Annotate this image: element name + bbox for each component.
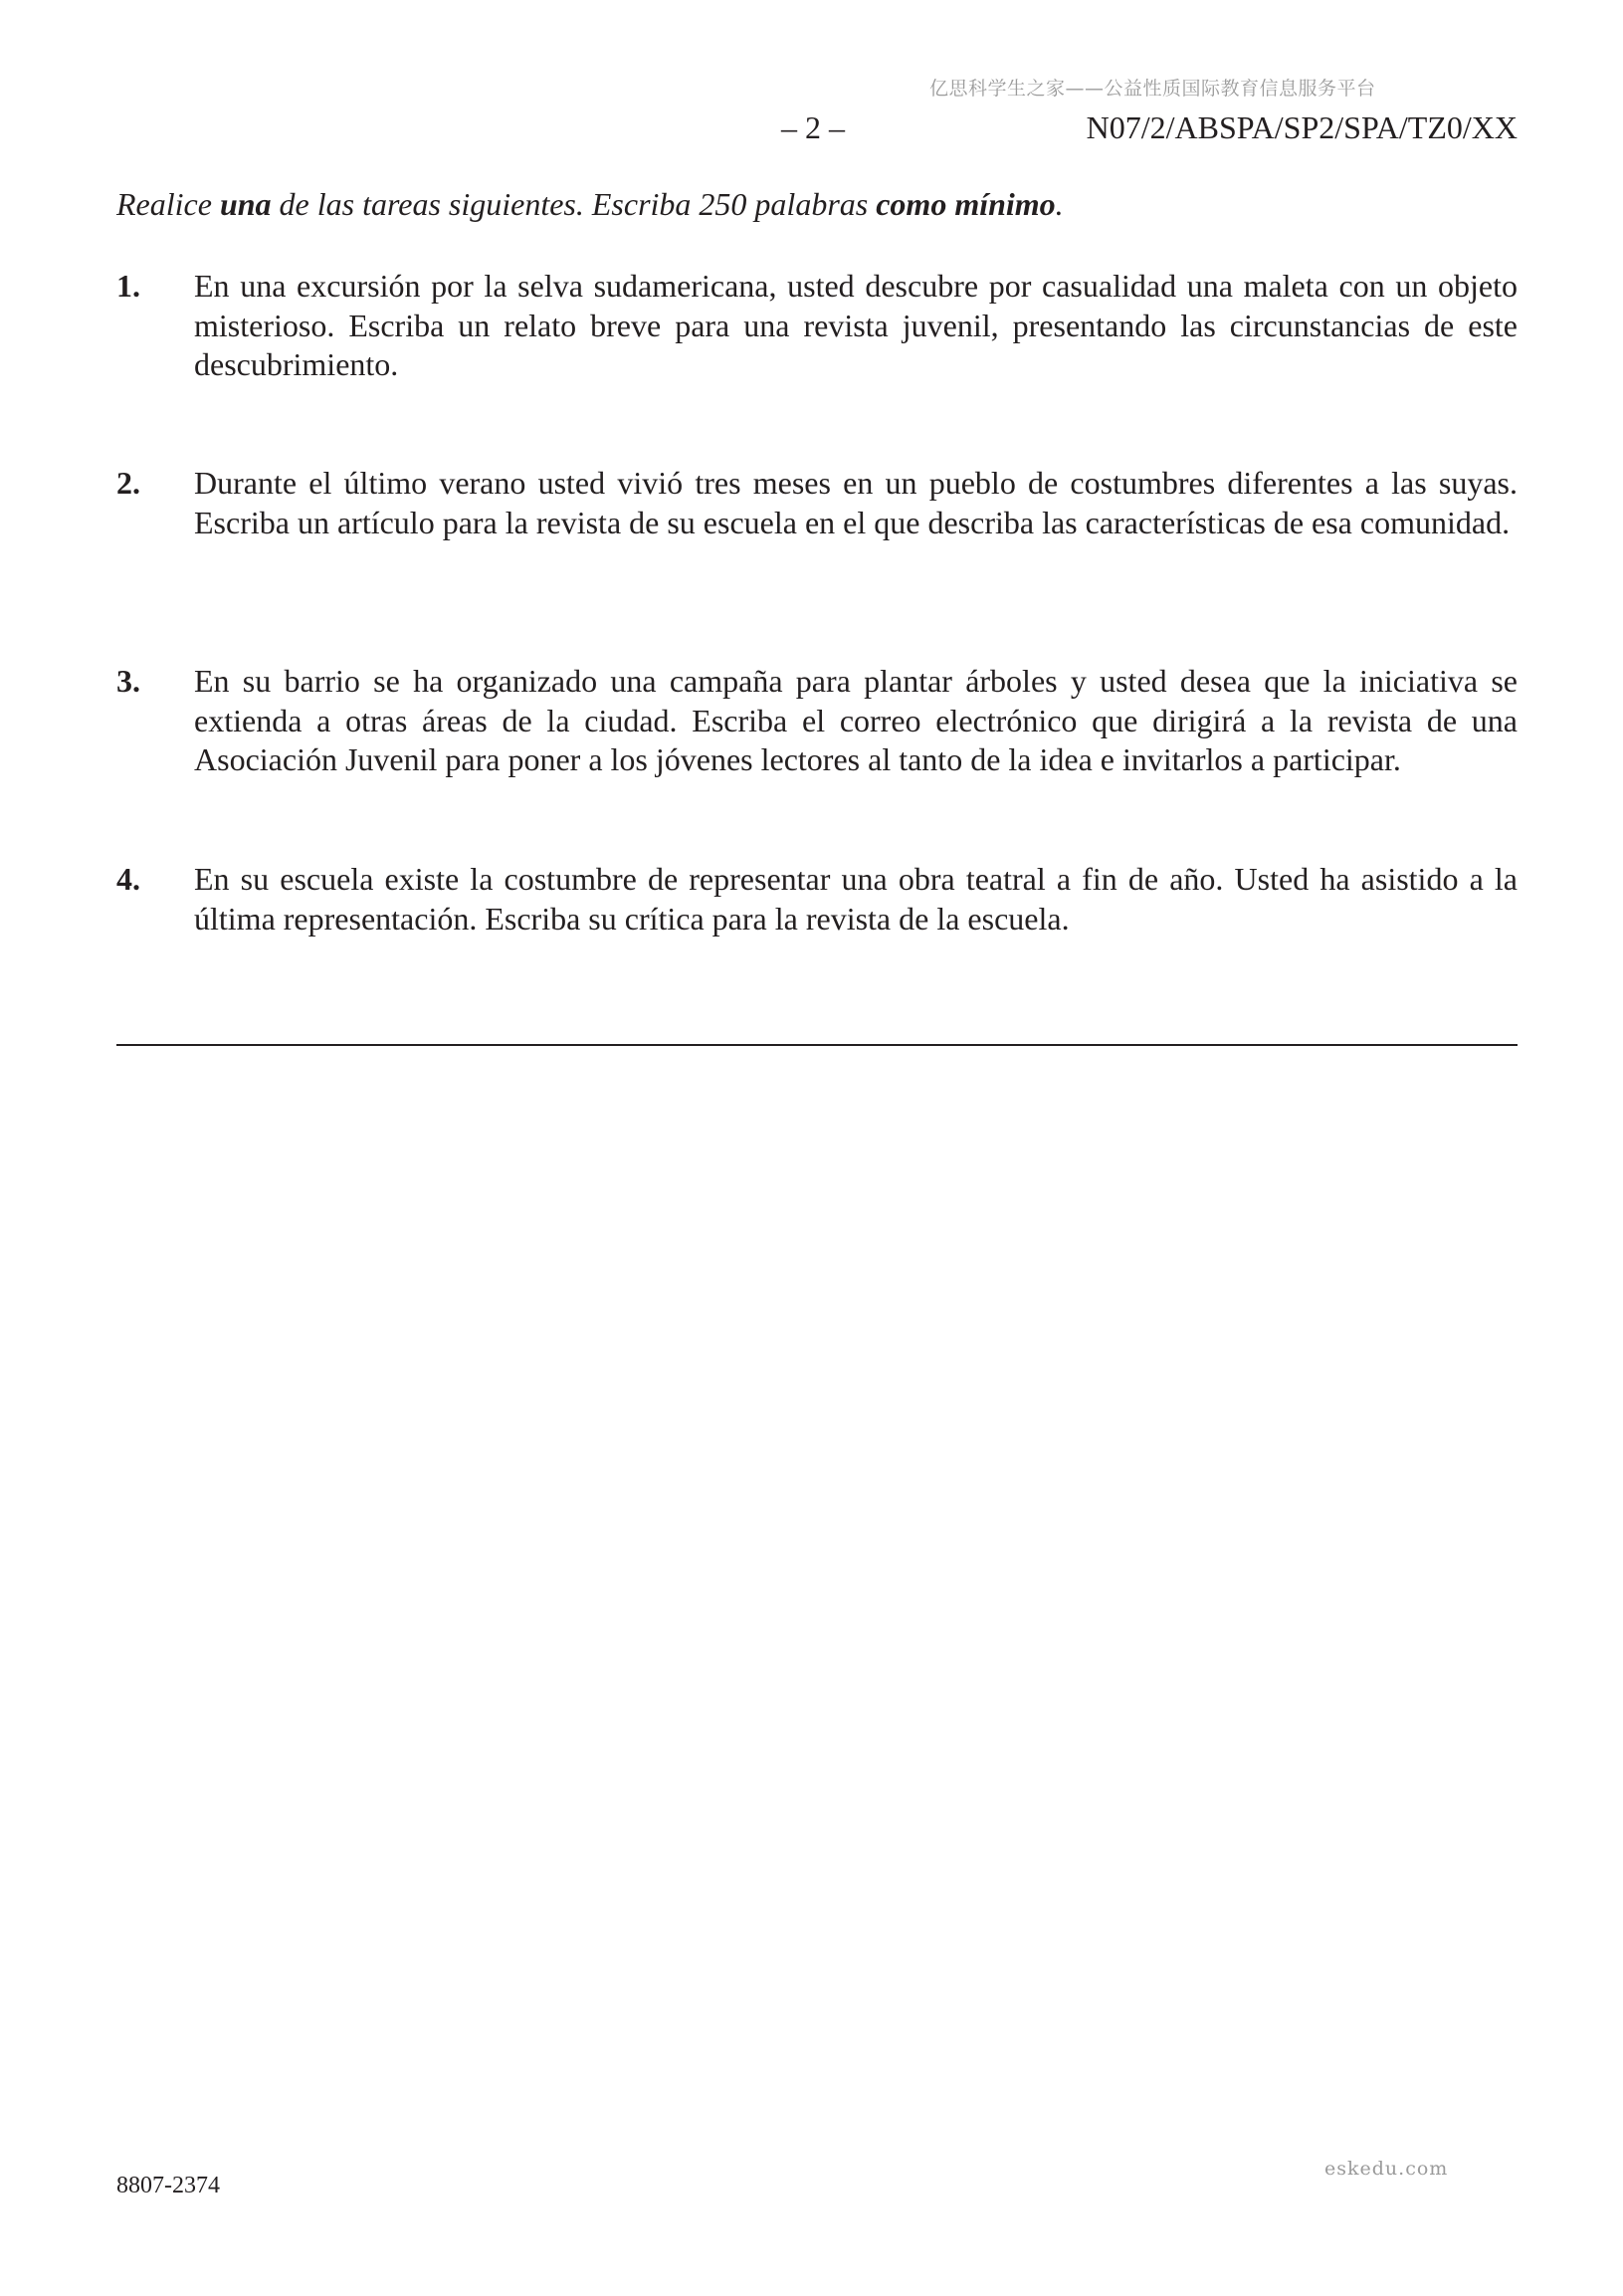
task-number: 3.	[116, 663, 140, 699]
task-text: Durante el último verano usted vivió tres meses en un pueblo de costumbres diferentes a las suyas. Escriba un artículo para la revista de su escuela en el que describa las características de esa comunidad.	[194, 465, 1518, 540]
header-watermark: 亿思科学生之家——公益性质国际教育信息服务平台	[929, 78, 1376, 100]
instructions-bold-1: una	[219, 186, 272, 222]
document-code: N07/2/ABSPA/SP2/SPA/TZ0/XX	[1086, 109, 1518, 145]
instructions-bold-2: como mínimo	[876, 186, 1056, 222]
task-number: 2.	[116, 465, 140, 501]
task-text: En una excursión por la selva sudamericana, usted descubre por casualidad una maleta con un objeto misterioso. Escriba un relato breve para una revista juvenil, presentando las circunstancias de este descubrimiento.	[194, 268, 1518, 382]
section-divider	[116, 1044, 1518, 1046]
task-number: 4.	[116, 861, 140, 897]
instructions-part-1: Realice	[116, 186, 220, 222]
instructions-part-3: .	[1055, 186, 1064, 222]
task-item-4	[116, 860, 1518, 939]
page-number: – 2 –	[781, 109, 845, 145]
instructions-part-2: de las tareas siguientes. Escriba 250 palabras	[271, 186, 877, 222]
task-item-3	[116, 662, 1518, 780]
task-item-2	[116, 464, 1518, 542]
footer-code: 8807-2374	[116, 2173, 220, 2198]
task-item-1	[116, 267, 1518, 385]
instructions	[116, 186, 1064, 223]
task-text: En su barrio se ha organizado una campaña para plantar árboles y usted desea que la iniciativa se extienda a otras áreas de la ciudad. Escriba el correo electrónico que dirigirá a la revista de una Asociación Juvenil para poner a los jóvenes lectores al tanto de la idea e invitarlos a participar.	[194, 663, 1518, 777]
footer-watermark: eskedu.com	[1324, 2158, 1449, 2180]
task-text: En su escuela existe la costumbre de representar una obra teatral a fin de año. Usted ha asistido a la última representación. Escriba su crítica para la revista de la escuela.	[194, 861, 1518, 937]
task-number: 1.	[116, 268, 140, 304]
